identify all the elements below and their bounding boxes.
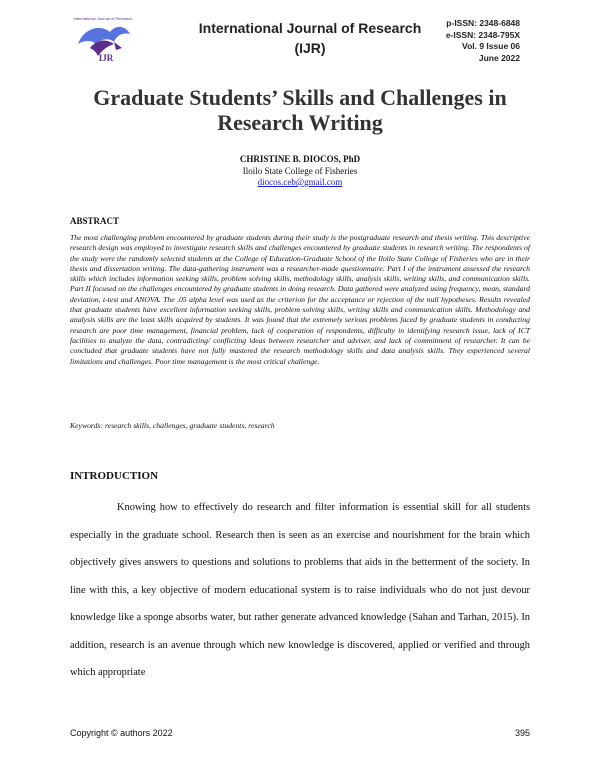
logo-top-text: International Journal of Research xyxy=(73,16,133,21)
author-email-link[interactable]: diocos.ceb@gmail.com xyxy=(257,177,343,187)
journal-name-line1: International Journal of Research xyxy=(198,20,422,36)
logo-text: IJR xyxy=(98,53,114,63)
p-issn: p-ISSN: 2348-6848 xyxy=(446,18,520,28)
issn-block xyxy=(410,18,520,64)
abstract-heading: ABSTRACT xyxy=(70,216,120,226)
abstract-text: The most challenging problem encountered by graduate students during their study is the postgraduate research and thesis writing. This descriptive research design was employed to investigate research skills and challenges encountered by graduate students in research writing. The respondents of the study were the randomly selected students at the College of Education-Graduate School of the Iloilo State College of Fisheries who are in their thesis and dissertation writing. The data-gathering instrument was a researcher-made questionnaire. Part I of the instrument assessed the research skills which includes information seeking skills, problem solving skills, methodology skills, analysis skills, writing skills, and communication skills. Part II focused on the challenges encountered by graduate students in doing research. Data gathered were analyzed using frequency, mean, standard deviation, t-test and ANOVA. The .05 alpha level was used as the criterion for the acceptance or rejection of the null hypotheses. Results revealed that graduate students have excellent information seeking skills, problem solving skills, writing skills and communication skills. Methodology and analysis skills are the least skills acquired by students. It was found that the extremely serious problems faced by graduate students in conducting research are poor time management, financial problem, lack of cooperation of respondents, difficulty in identifying research issue, lack of ICT facilities to analyze the data, contradicting/ conflicting ideas between researcher and adviser, and lack of commitment of researcher. It can be concluded that graduate students have not fully mastered the research methodology skills and data analysis skills. They experienced several limitations and challenges. Poor time management is the most critical challenge. xyxy=(70,233,530,366)
page-number: 395 xyxy=(514,728,530,738)
paper-title xyxy=(60,85,540,135)
keywords: Keywords: research skills, challenges, graduate students, research xyxy=(70,421,275,430)
journal-logo xyxy=(70,14,136,64)
introduction-heading: INTRODUCTION xyxy=(70,470,159,482)
author-affiliation: Iloilo State College of Fisheries xyxy=(242,165,358,176)
journal-header xyxy=(70,10,530,70)
journal-name xyxy=(180,18,440,58)
copyright-footer: Copyright © authors 2022 xyxy=(70,728,173,738)
e-issn: e-ISSN: 2348-795X xyxy=(445,29,520,40)
issue-date: June 2022 xyxy=(478,52,520,63)
title-line1: Graduate Students’ Skills and Challenges in xyxy=(93,85,507,110)
introduction-text: Knowing how to effectively do research and filter information is essential skill for all students especially in the graduate school. Research then is seen as an exercise and nourishment for the brain which objectively gives answers to questions and solutions to problems that aids in the betterment of the society. In line with this, a key objective of modern educational system is to raise individuals who do not just devour knowledge like a sponge absorbs water, but rather generate advanced knowledge (Sahan and Tarhan, 2015). In addition, research is an avenue through which new knowledge is discovered, applied or verified and through which appropriate xyxy=(70,502,530,678)
title-line2: Research Writing xyxy=(217,110,383,135)
author-name: CHRISTINE B. DIOCOS, PhD xyxy=(239,154,361,164)
volume-issue: Vol. 9 Issue 06 xyxy=(462,41,520,51)
journal-name-line2: (IJR) xyxy=(294,40,326,56)
author-block xyxy=(150,154,450,189)
